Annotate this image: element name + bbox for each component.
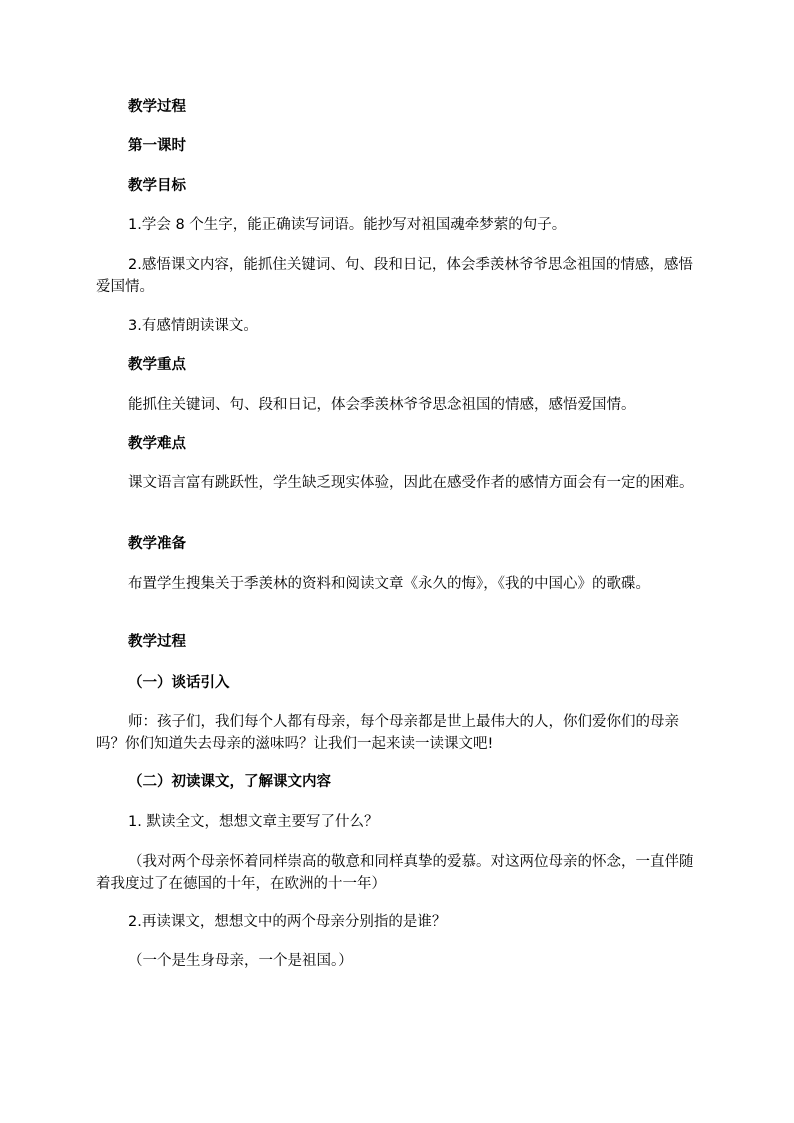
keypoint-heading: 教学重点 (128, 357, 186, 373)
goal-item: 2.感悟课文内容，能抓住关键词、句、段和日记，体会季羡林爷爷思念祖国的情感，感悟爱国情。 (96, 257, 693, 295)
answer-text: （我对两个母亲怀着同样崇高的敬意和同样真挚的爱慕。对这两位母亲的怀念，一直伴随着我度过了在德国的十年，在欧洲的十一年） (96, 854, 694, 892)
preparation-heading: 教学准备 (128, 536, 186, 552)
goal-item: 1.学会 8 个生字，能正确读写词语。能抄写对祖国魂牵梦萦的句子。 (128, 217, 567, 233)
goals-heading: 教学目标 (128, 178, 186, 194)
goal-item: 3.有感情朗读课文。 (128, 318, 258, 334)
difficulty-text: 课文语言富有跳跃性，学生缺乏现实体验，因此在感受作者的感情方面会有一定的困难。 (128, 475, 694, 491)
preparation-text: 布置学生搜集关于季羡林的资料和阅读文章《永久的悔》，《我的中国心》的歌碟。 (128, 576, 650, 592)
teacher-dialogue: 师：孩子们，我们每个人都有母亲，每个母亲都是世上最伟大的人，你们爱你们的母亲吗？你们知道失去母亲的滋味吗？让我们一起来读一读课文吧! (96, 714, 679, 752)
question-item: 1. 默读全文，想想文章主要写了什么？ (128, 814, 379, 830)
question-item: 2.再读课文，想想文中的两个母亲分别指的是谁？ (128, 914, 447, 930)
process-heading: 教学过程 (128, 634, 186, 650)
step-heading: （二）初读课文，了解课文内容 (128, 774, 331, 790)
answer-text: （一个是生身母亲，一个是祖国。） (128, 953, 353, 969)
lesson-heading: 第一课时 (128, 138, 186, 154)
keypoint-text: 能抓住关键词、句、段和日记，体会季羡林爷爷思念祖国的情感，感悟爱国情。 (128, 397, 636, 413)
difficulty-heading: 教学难点 (128, 436, 186, 452)
section-heading: 教学过程 (128, 99, 186, 115)
step-heading: （一）谈话引入 (128, 675, 230, 691)
